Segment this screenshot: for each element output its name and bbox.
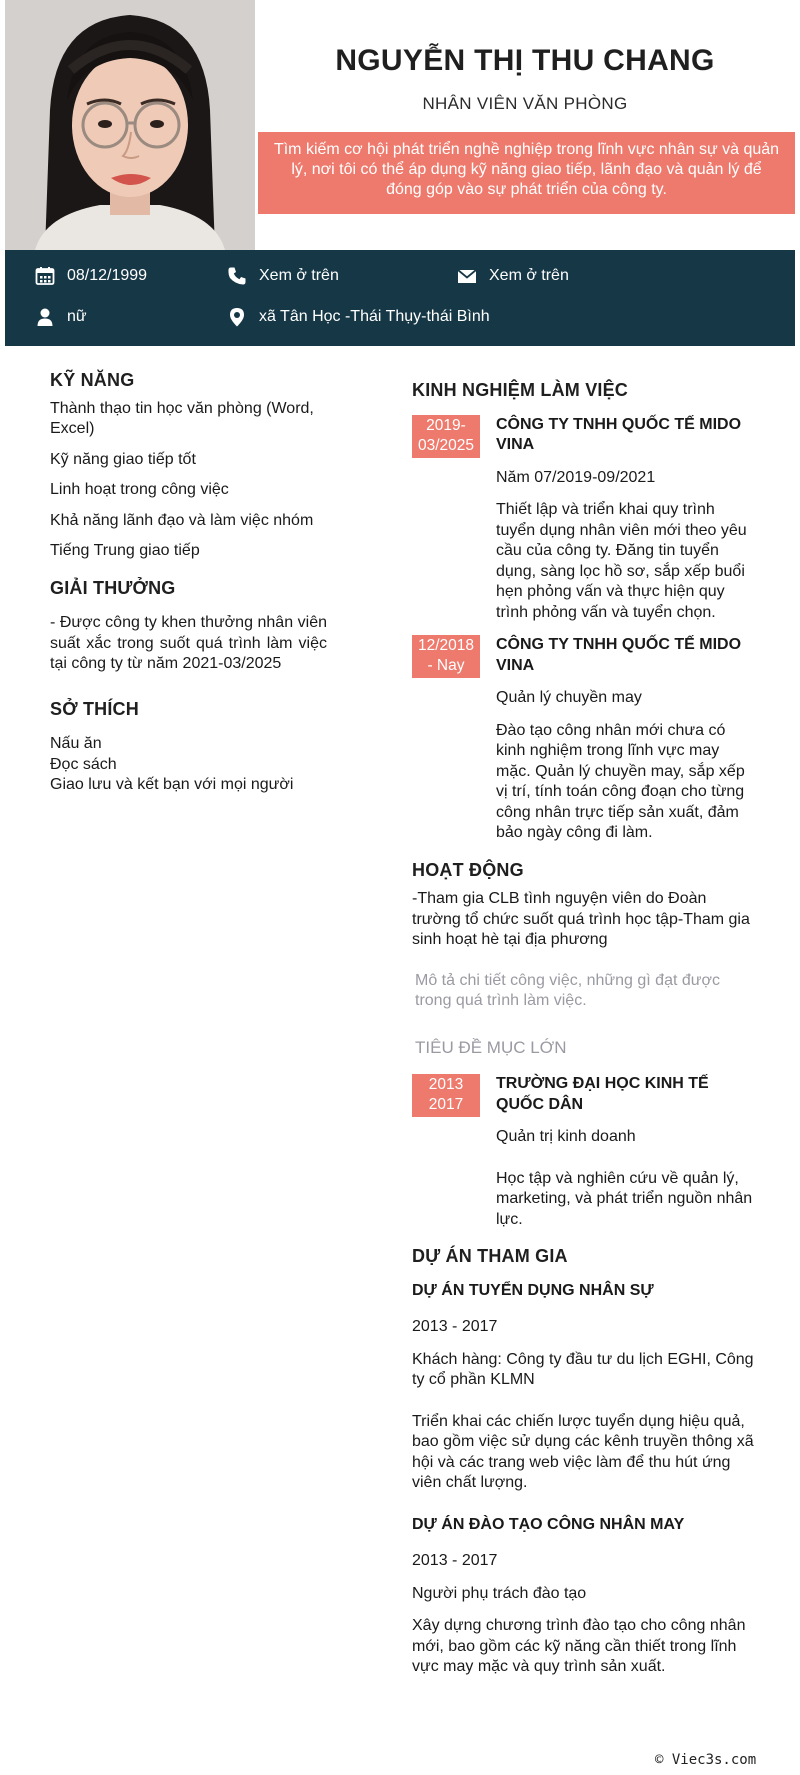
experience-date-badge: [412, 635, 480, 678]
date-start: 2019-: [426, 416, 466, 434]
candidate-name: NGUYỄN THỊ THU CHANG: [335, 44, 715, 77]
contact-address: [227, 306, 490, 328]
date-end: - Nay: [427, 657, 465, 674]
contact-email[interactable]: [457, 265, 569, 287]
awards-text: - Được công ty khen thưởng nhân viên suất xắc trong suốt quá trình làm việc tại công ty từ năm 2021-03/2025: [50, 614, 327, 672]
project-name: DỰ ÁN ĐÀO TẠO CÔNG NHÂN MAY: [412, 1515, 685, 1533]
date-start: 2013: [428, 1076, 464, 1093]
hobbies-title: SỞ THÍCH: [50, 698, 139, 719]
portrait-illustration: [5, 0, 255, 250]
skill-item: Tiếng Trung giao tiếp: [50, 542, 200, 559]
company-name: CÔNG TY TNHH QUỐC TẾ MIDO VINA: [496, 636, 742, 674]
job-description: Đào tạo công nhân mới chưa có kinh nghiệm trong lĩnh vực may mặc. Quản lý chuyền may, sắp xếp vị trí, tính toán công đoạn cho từng công nhân trực tiếp sản xuất, đảm bảo ngày công đi làm.: [496, 721, 745, 841]
resume-header: [5, 0, 795, 250]
education-entry: [412, 1074, 757, 1230]
company-name: CÔNG TY TNHH QUỐC TẾ MIDO VINA: [496, 415, 742, 453]
address-value: xã Tân Học -Thái Thụy-thái Bình: [259, 308, 490, 325]
project-client: Khách hàng: Công ty đầu tư du lịch EGHI, Công ty cổ phần KLMN: [412, 1350, 754, 1388]
date-start: 12/2018: [417, 637, 475, 654]
project-description: Triển khai các chiến lược tuyển dụng hiệu quả, bao gồm việc sử dụng các kênh truyền thông xã hội và các trang web việc làm để thu hút ứng viên chất lượng.: [412, 1412, 754, 1491]
envelope-icon: [457, 266, 477, 286]
project-period: 2013 - 2017: [412, 1318, 498, 1335]
location-pin-icon: [227, 307, 247, 327]
contact-bar: [5, 250, 795, 346]
date-end: 2017: [428, 1096, 464, 1113]
activities-title: HOẠT ĐỘNG: [412, 859, 524, 880]
project-entry: [412, 1515, 757, 1678]
candidate-position: NHÂN VIÊN VĂN PHÒNG: [422, 94, 628, 113]
awards-title: GIẢI THƯỞNG: [50, 577, 176, 598]
experience-date-badge: [412, 415, 480, 458]
person-icon: [35, 307, 55, 327]
projects-title: DỰ ÁN THAM GIA: [412, 1246, 568, 1266]
skill-item: Linh hoạt trong công việc: [50, 481, 229, 498]
hobbies-list: [50, 734, 327, 796]
gender-value: nữ: [67, 308, 87, 325]
contact-phone[interactable]: [227, 265, 339, 287]
contact-birthday: [35, 265, 147, 287]
date-end: 03/2025: [417, 436, 475, 454]
phone-icon: [227, 266, 247, 286]
experience-title: KINH NGHIỆM LÀM VIỆC: [412, 380, 629, 400]
skills-list: [50, 399, 327, 562]
contact-gender: [35, 306, 87, 328]
left-column: [50, 370, 327, 796]
skills-title: KỸ NĂNG: [50, 370, 135, 390]
email-value: Xem ở trên: [489, 267, 569, 284]
skill-item: Kỹ năng giao tiếp tốt: [50, 450, 196, 468]
hobby-item: Giao lưu và kết bạn với mọi người: [50, 776, 294, 793]
activities-text: -Tham gia CLB tình nguyện viên do Đoàn trường tổ chức suốt quá trình học tập-Tham gia sinh hoạt hè tại địa phương: [412, 890, 750, 948]
school-name: TRƯỜNG ĐẠI HỌC KINH TẾ QUỐC DÂN: [496, 1075, 709, 1113]
skill-item: Thành thạo tin học văn phòng (Word, Excel): [50, 399, 314, 437]
education-title: TIÊU ĐỀ MỤC LỚN: [415, 1037, 567, 1057]
experience-entry: [412, 635, 757, 844]
hobby-item: Đọc sách: [50, 755, 117, 773]
right-column: [412, 380, 757, 1678]
skill-item: Khả năng lãnh đạo và làm việc nhóm: [50, 511, 314, 529]
job-role: Quản lý chuyền may: [496, 689, 642, 706]
calendar-icon: [35, 266, 55, 286]
project-client: Người phụ trách đào tạo: [412, 1584, 587, 1602]
hobby-item: Nấu ăn: [50, 735, 102, 752]
experience-entry: [412, 415, 757, 624]
project-name: DỰ ÁN TUYỂN DỤNG NHÂN SỰ: [412, 1281, 654, 1299]
job-description: Thiết lập và triển khai quy trình tuyển dụng nhân viên mới theo yêu cầu của công ty. Đăng tin tuyển dụng, sàng lọc hồ sơ, sắp xếp buổi hẹn phỏng vấn và thực hiện quy trình phỏng vấn và tuyển chọn.: [496, 501, 747, 621]
phone-value: Xem ở trên: [259, 267, 339, 284]
copyright-footer: © Viec3s.com: [655, 1752, 757, 1768]
project-period: 2013 - 2017: [412, 1552, 498, 1569]
career-objective: Tìm kiếm cơ hội phát triển nghề nghiệp trong lĩnh vực nhân sự và quản lý, nơi tôi có thể áp dụng kỹ năng giao tiếp, lãnh đạo và quản lý để đóng góp vào sự phát triển của công ty.: [258, 132, 795, 214]
birthday-value: 08/12/1999: [67, 267, 148, 284]
major: Quản trị kinh doanh: [496, 1128, 636, 1145]
education-description: Học tập và nghiên cứu về quản lý, marketing, và phát triển nguồn nhân lực.: [496, 1169, 753, 1228]
project-description: Xây dựng chương trình đào tạo cho công nhân mới, bao gồm các kỹ năng cần thiết trong lĩnh vực may mặc và quy trình sản xuất.: [412, 1617, 746, 1675]
job-role: Năm 07/2019-09/2021: [496, 468, 656, 486]
project-entry: [412, 1281, 757, 1494]
profile-photo: [5, 0, 255, 250]
activities-placeholder: Mô tả chi tiết công việc, những gì đạt được trong quá trình làm việc.: [415, 971, 720, 1009]
education-date-badge: [412, 1074, 480, 1117]
